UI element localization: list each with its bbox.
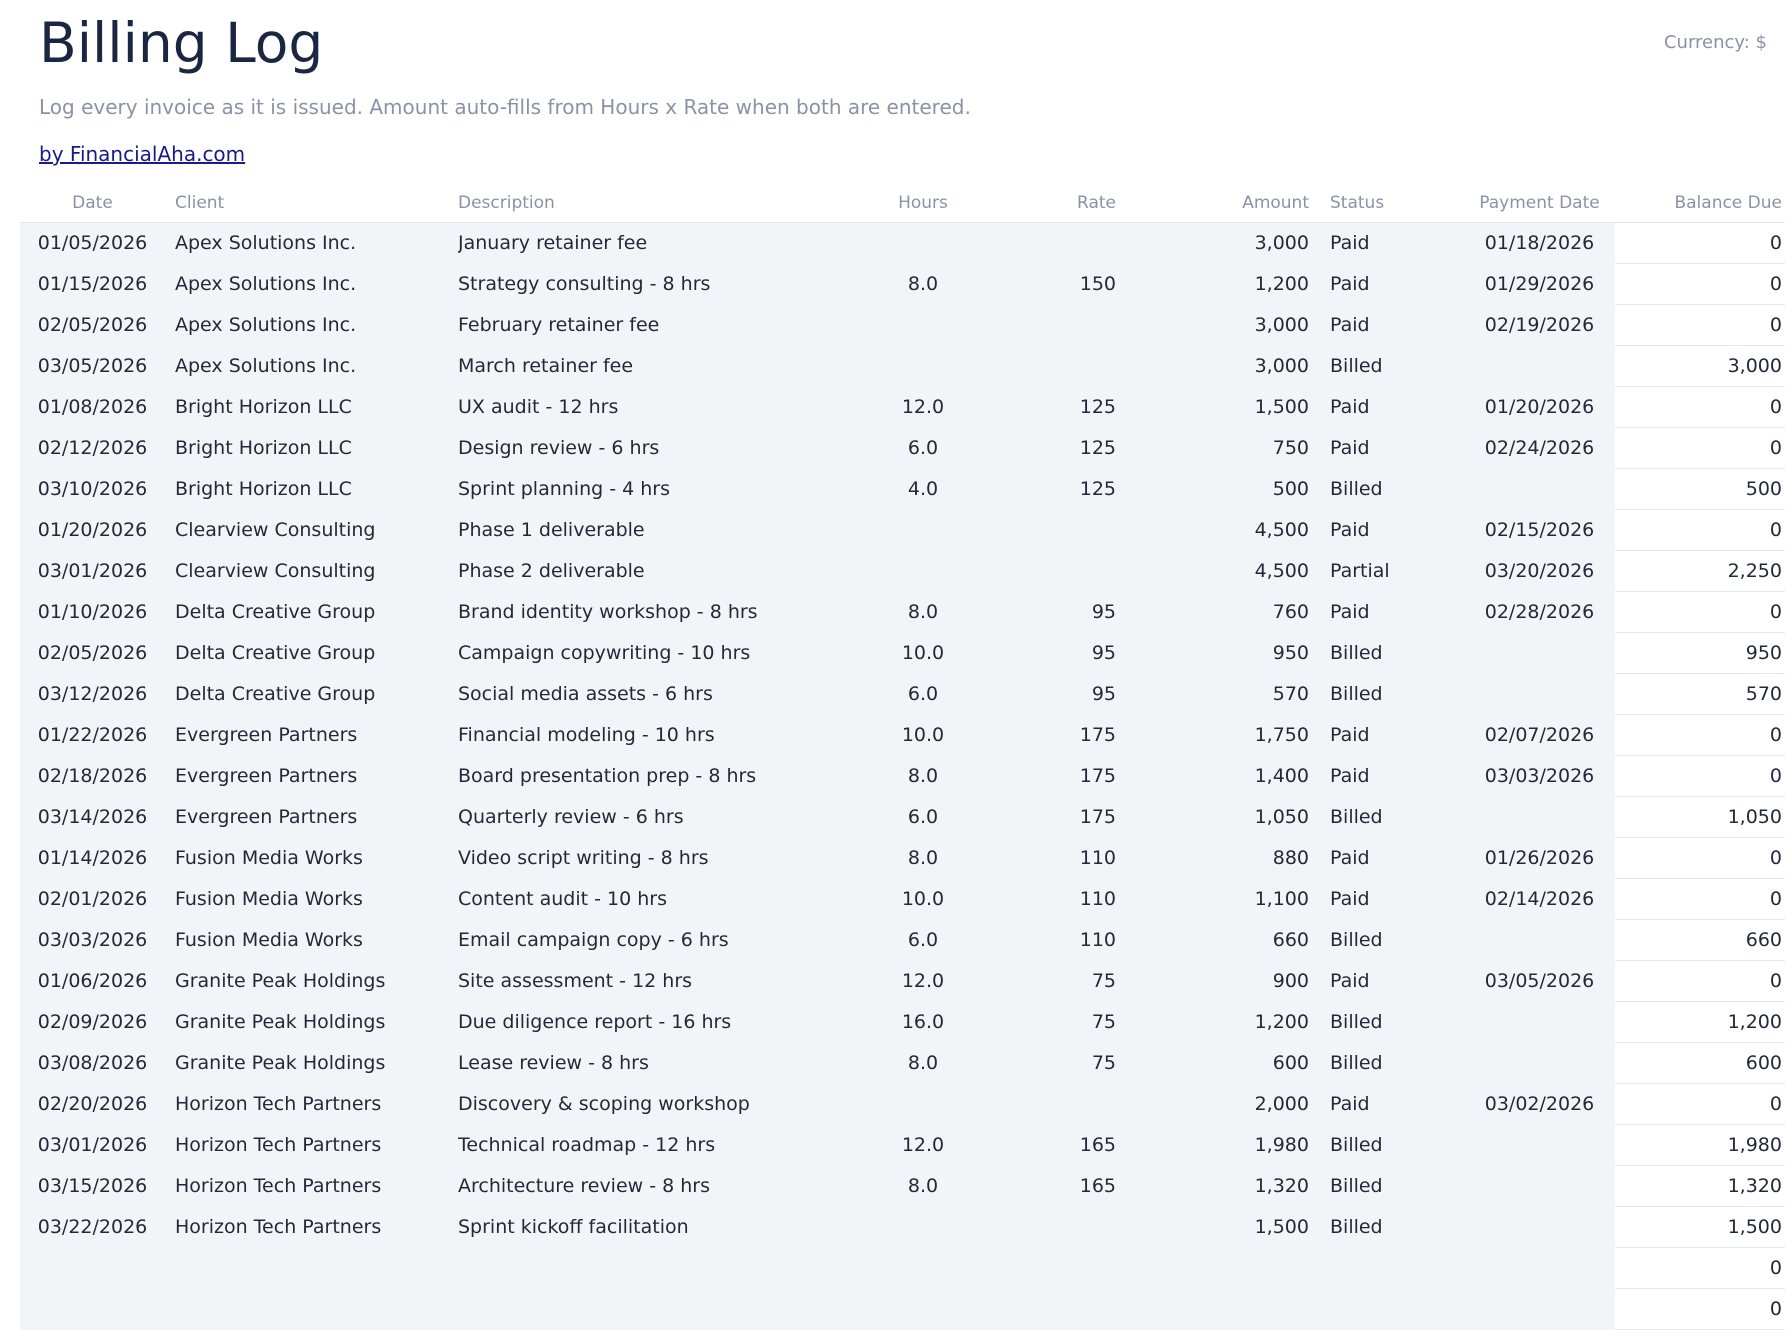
billing-log-table [20, 183, 1785, 1330]
header-client[interactable]: Client [175, 183, 458, 223]
cell-description[interactable]: Site assessment - 12 hrs [458, 961, 868, 1002]
cell-amount[interactable]: 1,400 [1148, 756, 1311, 797]
cell-payment-date[interactable]: 02/07/2026 [1456, 715, 1615, 756]
cell-hours[interactable]: 6.0 [868, 674, 978, 715]
cell-hours[interactable] [868, 1248, 978, 1289]
cell-balance-due: 0 [1615, 1084, 1785, 1125]
cell-payment-date[interactable]: 02/15/2026 [1456, 510, 1615, 551]
table-row [20, 797, 1785, 838]
cell-status[interactable]: Paid [1311, 223, 1456, 264]
cell-status[interactable]: Paid [1311, 264, 1456, 305]
cell-date[interactable]: 03/15/2026 [20, 1166, 175, 1207]
header-description[interactable]: Description [458, 183, 868, 223]
cell-rate[interactable]: 75 [978, 1002, 1148, 1043]
table-body [20, 223, 1785, 1330]
cell-description[interactable]: Strategy consulting - 8 hrs [458, 264, 868, 305]
cell-status[interactable]: Billed [1311, 1002, 1456, 1043]
cell-status[interactable]: Billed [1311, 469, 1456, 510]
cell-amount[interactable]: 760 [1148, 592, 1311, 633]
cell-amount[interactable]: 3,000 [1148, 223, 1311, 264]
cell-date[interactable]: 02/20/2026 [20, 1084, 175, 1125]
cell-balance-due: 0 [1615, 428, 1785, 469]
cell-description[interactable]: February retainer fee [458, 305, 868, 346]
header-date[interactable]: Date [20, 183, 175, 223]
cell-rate[interactable]: 150 [978, 264, 1148, 305]
cell-amount[interactable]: 660 [1148, 920, 1311, 961]
cell-date[interactable]: 03/10/2026 [20, 469, 175, 510]
cell-client[interactable]: Delta Creative Group [175, 633, 458, 674]
cell-amount[interactable]: 880 [1148, 838, 1311, 879]
cell-date[interactable]: 01/22/2026 [20, 715, 175, 756]
header-amount[interactable]: Amount [1148, 183, 1311, 223]
cell-rate[interactable]: 165 [978, 1166, 1148, 1207]
cell-payment-date[interactable] [1456, 797, 1615, 838]
cell-client[interactable]: Evergreen Partners [175, 715, 458, 756]
cell-balance-due: 570 [1615, 674, 1785, 715]
cell-balance-due: 1,980 [1615, 1125, 1785, 1166]
cell-client[interactable] [175, 1248, 458, 1289]
cell-balance-due: 3,000 [1615, 346, 1785, 387]
cell-payment-date[interactable] [1456, 633, 1615, 674]
cell-status[interactable]: Billed [1311, 1166, 1456, 1207]
cell-status[interactable]: Billed [1311, 346, 1456, 387]
cell-balance-due: 1,320 [1615, 1166, 1785, 1207]
cell-date[interactable]: 03/03/2026 [20, 920, 175, 961]
cell-balance-due: 0 [1615, 961, 1785, 1002]
cell-payment-date[interactable]: 03/05/2026 [1456, 961, 1615, 1002]
cell-payment-date[interactable]: 02/24/2026 [1456, 428, 1615, 469]
cell-status[interactable]: Paid [1311, 715, 1456, 756]
cell-balance-due: 1,500 [1615, 1207, 1785, 1248]
cell-description[interactable]: Content audit - 10 hrs [458, 879, 868, 920]
cell-balance-due: 0 [1615, 510, 1785, 551]
cell-description[interactable] [458, 1289, 868, 1330]
cell-hours[interactable]: 6.0 [868, 428, 978, 469]
cell-hours[interactable]: 8.0 [868, 1043, 978, 1084]
cell-hours[interactable]: 8.0 [868, 838, 978, 879]
table-row-empty [20, 1248, 1785, 1289]
cell-date[interactable]: 03/14/2026 [20, 797, 175, 838]
cell-client[interactable]: Fusion Media Works [175, 920, 458, 961]
table-row [20, 264, 1785, 305]
cell-description[interactable]: Video script writing - 8 hrs [458, 838, 868, 879]
cell-date[interactable]: 02/05/2026 [20, 633, 175, 674]
cell-amount[interactable]: 1,980 [1148, 1125, 1311, 1166]
cell-status[interactable]: Paid [1311, 428, 1456, 469]
cell-balance-due: 0 [1615, 387, 1785, 428]
cell-status[interactable]: Paid [1311, 756, 1456, 797]
cell-client[interactable]: Horizon Tech Partners [175, 1207, 458, 1248]
cell-status[interactable]: Paid [1311, 592, 1456, 633]
cell-hours[interactable]: 8.0 [868, 1166, 978, 1207]
header-hours[interactable]: Hours [868, 183, 978, 223]
currency-label: Currency: $ [1663, 32, 1767, 53]
cell-rate[interactable]: 75 [978, 1043, 1148, 1084]
cell-payment-date[interactable]: 02/14/2026 [1456, 879, 1615, 920]
cell-amount[interactable] [1148, 1248, 1311, 1289]
cell-amount[interactable]: 3,000 [1148, 346, 1311, 387]
cell-hours[interactable]: 12.0 [868, 961, 978, 1002]
cell-status[interactable]: Billed [1311, 1043, 1456, 1084]
cell-date[interactable]: 02/12/2026 [20, 428, 175, 469]
cell-description[interactable]: Lease review - 8 hrs [458, 1043, 868, 1084]
cell-hours[interactable]: 4.0 [868, 469, 978, 510]
cell-date[interactable]: 03/12/2026 [20, 674, 175, 715]
cell-date[interactable]: 01/10/2026 [20, 592, 175, 633]
cell-amount[interactable]: 900 [1148, 961, 1311, 1002]
cell-client[interactable]: Fusion Media Works [175, 838, 458, 879]
cell-client[interactable]: Horizon Tech Partners [175, 1084, 458, 1125]
cell-amount[interactable]: 950 [1148, 633, 1311, 674]
cell-rate[interactable]: 110 [978, 838, 1148, 879]
cell-payment-date[interactable] [1456, 1043, 1615, 1084]
cell-description[interactable] [458, 1248, 868, 1289]
cell-client[interactable]: Bright Horizon LLC [175, 387, 458, 428]
cell-status[interactable]: Paid [1311, 1084, 1456, 1125]
header-rate[interactable]: Rate [978, 183, 1148, 223]
cell-status[interactable]: Billed [1311, 1207, 1456, 1248]
cell-status[interactable]: Billed [1311, 633, 1456, 674]
cell-client[interactable]: Clearview Consulting [175, 551, 458, 592]
cell-hours[interactable] [868, 1207, 978, 1248]
cell-rate[interactable]: 110 [978, 920, 1148, 961]
cell-status[interactable]: Paid [1311, 510, 1456, 551]
cell-balance-due: 0 [1615, 715, 1785, 756]
cell-amount[interactable]: 3,000 [1148, 305, 1311, 346]
table-row [20, 346, 1785, 387]
table-row [20, 551, 1785, 592]
cell-description[interactable]: Design review - 6 hrs [458, 428, 868, 469]
table-row [20, 633, 1785, 674]
cell-balance-due: 1,200 [1615, 1002, 1785, 1043]
cell-payment-date[interactable] [1456, 1002, 1615, 1043]
table-row [20, 1207, 1785, 1248]
table-row [20, 428, 1785, 469]
cell-date[interactable]: 02/18/2026 [20, 756, 175, 797]
cell-payment-date[interactable] [1456, 1248, 1615, 1289]
cell-client[interactable]: Delta Creative Group [175, 674, 458, 715]
cell-balance-due: 660 [1615, 920, 1785, 961]
cell-rate[interactable]: 125 [978, 469, 1148, 510]
cell-rate[interactable]: 125 [978, 387, 1148, 428]
cell-date[interactable]: 02/05/2026 [20, 305, 175, 346]
cell-hours[interactable]: 6.0 [868, 797, 978, 838]
cell-balance-due: 0 [1615, 1289, 1785, 1330]
cell-description[interactable]: Board presentation prep - 8 hrs [458, 756, 868, 797]
table-row [20, 305, 1785, 346]
cell-rate[interactable]: 110 [978, 879, 1148, 920]
cell-status[interactable]: Billed [1311, 797, 1456, 838]
cell-balance-due: 500 [1615, 469, 1785, 510]
table-row-empty [20, 1289, 1785, 1330]
cell-payment-date[interactable] [1456, 674, 1615, 715]
cell-payment-date[interactable]: 01/29/2026 [1456, 264, 1615, 305]
cell-client[interactable]: Apex Solutions Inc. [175, 346, 458, 387]
table-row [20, 1166, 1785, 1207]
cell-status[interactable]: Paid [1311, 879, 1456, 920]
cell-payment-date[interactable]: 03/03/2026 [1456, 756, 1615, 797]
cell-date[interactable] [20, 1248, 175, 1289]
cell-amount[interactable]: 2,000 [1148, 1084, 1311, 1125]
cell-rate[interactable] [978, 1207, 1148, 1248]
cell-description[interactable]: Campaign copywriting - 10 hrs [458, 633, 868, 674]
cell-status[interactable]: Partial [1311, 551, 1456, 592]
table-row [20, 510, 1785, 551]
table-row [20, 1084, 1785, 1125]
cell-description[interactable]: Email campaign copy - 6 hrs [458, 920, 868, 961]
cell-description[interactable]: Sprint planning - 4 hrs [458, 469, 868, 510]
cell-amount[interactable]: 4,500 [1148, 551, 1311, 592]
cell-date[interactable]: 01/15/2026 [20, 264, 175, 305]
table-row [20, 387, 1785, 428]
cell-description[interactable]: Quarterly review - 6 hrs [458, 797, 868, 838]
cell-hours[interactable] [868, 551, 978, 592]
cell-amount[interactable]: 1,500 [1148, 1207, 1311, 1248]
cell-date[interactable] [20, 1289, 175, 1330]
cell-client[interactable]: Evergreen Partners [175, 797, 458, 838]
cell-hours[interactable] [868, 1084, 978, 1125]
table-row [20, 469, 1785, 510]
cell-status[interactable]: Paid [1311, 961, 1456, 1002]
table-row [20, 1002, 1785, 1043]
cell-balance-due: 0 [1615, 1248, 1785, 1289]
byline-link[interactable]: by FinancialAha.com [39, 142, 246, 166]
cell-status[interactable] [1311, 1289, 1456, 1330]
cell-status[interactable]: Billed [1311, 920, 1456, 961]
cell-amount[interactable] [1148, 1289, 1311, 1330]
cell-date[interactable]: 03/01/2026 [20, 551, 175, 592]
cell-amount[interactable]: 1,320 [1148, 1166, 1311, 1207]
cell-payment-date[interactable] [1456, 1166, 1615, 1207]
table-row [20, 961, 1785, 1002]
cell-amount[interactable]: 1,100 [1148, 879, 1311, 920]
cell-amount[interactable]: 750 [1148, 428, 1311, 469]
cell-client[interactable]: Bright Horizon LLC [175, 428, 458, 469]
table-row [20, 920, 1785, 961]
cell-date[interactable]: 01/06/2026 [20, 961, 175, 1002]
cell-hours[interactable] [868, 1289, 978, 1330]
cell-hours[interactable] [868, 510, 978, 551]
cell-hours[interactable]: 10.0 [868, 633, 978, 674]
cell-payment-date[interactable] [1456, 1289, 1615, 1330]
header-payment-date[interactable]: Payment Date [1456, 183, 1615, 223]
cell-rate[interactable] [978, 1248, 1148, 1289]
cell-description[interactable]: Sprint kickoff facilitation [458, 1207, 868, 1248]
cell-balance-due: 600 [1615, 1043, 1785, 1084]
cell-payment-date[interactable]: 02/19/2026 [1456, 305, 1615, 346]
cell-amount[interactable]: 4,500 [1148, 510, 1311, 551]
cell-rate[interactable]: 95 [978, 633, 1148, 674]
cell-rate[interactable] [978, 1084, 1148, 1125]
cell-description[interactable]: Social media assets - 6 hrs [458, 674, 868, 715]
cell-hours[interactable]: 12.0 [868, 1125, 978, 1166]
cell-rate[interactable] [978, 346, 1148, 387]
cell-balance-due: 0 [1615, 838, 1785, 879]
table-row [20, 1043, 1785, 1084]
cell-client[interactable]: Clearview Consulting [175, 510, 458, 551]
cell-payment-date[interactable] [1456, 920, 1615, 961]
cell-balance-due: 1,050 [1615, 797, 1785, 838]
cell-balance-due: 2,250 [1615, 551, 1785, 592]
cell-client[interactable]: Fusion Media Works [175, 879, 458, 920]
cell-hours[interactable]: 10.0 [868, 879, 978, 920]
cell-payment-date[interactable]: 01/20/2026 [1456, 387, 1615, 428]
cell-rate[interactable]: 125 [978, 428, 1148, 469]
table-row [20, 879, 1785, 920]
billing-table-container [20, 183, 1785, 1330]
cell-date[interactable]: 01/08/2026 [20, 387, 175, 428]
cell-rate[interactable] [978, 305, 1148, 346]
cell-payment-date[interactable] [1456, 346, 1615, 387]
cell-client[interactable]: Bright Horizon LLC [175, 469, 458, 510]
cell-status[interactable]: Paid [1311, 387, 1456, 428]
cell-payment-date[interactable]: 03/20/2026 [1456, 551, 1615, 592]
cell-amount[interactable]: 1,200 [1148, 264, 1311, 305]
table-row [20, 756, 1785, 797]
cell-balance-due: 0 [1615, 305, 1785, 346]
cell-client[interactable]: Granite Peak Holdings [175, 1043, 458, 1084]
cell-client[interactable]: Apex Solutions Inc. [175, 264, 458, 305]
cell-rate[interactable]: 75 [978, 961, 1148, 1002]
table-row [20, 223, 1785, 264]
cell-description[interactable]: Brand identity workshop - 8 hrs [458, 592, 868, 633]
cell-amount[interactable]: 1,750 [1148, 715, 1311, 756]
cell-payment-date[interactable]: 03/02/2026 [1456, 1084, 1615, 1125]
cell-status[interactable]: Billed [1311, 674, 1456, 715]
cell-rate[interactable]: 165 [978, 1125, 1148, 1166]
cell-status[interactable]: Paid [1311, 305, 1456, 346]
cell-payment-date[interactable] [1456, 469, 1615, 510]
cell-description[interactable]: Discovery & scoping workshop [458, 1084, 868, 1125]
header-balance-due[interactable]: Balance Due [1615, 183, 1785, 223]
table-row [20, 674, 1785, 715]
cell-rate[interactable] [978, 223, 1148, 264]
cell-date[interactable]: 02/01/2026 [20, 879, 175, 920]
cell-amount[interactable]: 570 [1148, 674, 1311, 715]
table-header-row [20, 183, 1785, 223]
cell-balance-due: 0 [1615, 592, 1785, 633]
cell-description[interactable]: Phase 2 deliverable [458, 551, 868, 592]
cell-description[interactable]: UX audit - 12 hrs [458, 387, 868, 428]
cell-client[interactable]: Granite Peak Holdings [175, 1002, 458, 1043]
cell-balance-due: 950 [1615, 633, 1785, 674]
cell-status[interactable]: Paid [1311, 838, 1456, 879]
cell-date[interactable]: 01/14/2026 [20, 838, 175, 879]
cell-payment-date[interactable] [1456, 1125, 1615, 1166]
header-status[interactable]: Status [1311, 183, 1456, 223]
cell-payment-date[interactable]: 02/28/2026 [1456, 592, 1615, 633]
cell-description[interactable]: Financial modeling - 10 hrs [458, 715, 868, 756]
cell-client[interactable]: Horizon Tech Partners [175, 1166, 458, 1207]
table-row [20, 1125, 1785, 1166]
cell-description[interactable]: January retainer fee [458, 223, 868, 264]
cell-hours[interactable]: 6.0 [868, 920, 978, 961]
cell-hours[interactable]: 16.0 [868, 1002, 978, 1043]
cell-rate[interactable] [978, 551, 1148, 592]
cell-rate[interactable]: 95 [978, 592, 1148, 633]
cell-client[interactable] [175, 1289, 458, 1330]
cell-rate[interactable]: 175 [978, 797, 1148, 838]
cell-date[interactable]: 03/22/2026 [20, 1207, 175, 1248]
cell-payment-date[interactable]: 01/26/2026 [1456, 838, 1615, 879]
cell-hours[interactable] [868, 305, 978, 346]
cell-date[interactable]: 03/01/2026 [20, 1125, 175, 1166]
cell-hours[interactable]: 12.0 [868, 387, 978, 428]
cell-amount[interactable]: 1,500 [1148, 387, 1311, 428]
cell-client[interactable]: Apex Solutions Inc. [175, 223, 458, 264]
cell-date[interactable]: 02/09/2026 [20, 1002, 175, 1043]
cell-description[interactable]: Phase 1 deliverable [458, 510, 868, 551]
cell-description[interactable]: Technical roadmap - 12 hrs [458, 1125, 868, 1166]
page-subtitle: Log every invoice as it is issued. Amount auto-fills from Hours x Rate when both are entered. [39, 95, 971, 119]
cell-description[interactable]: Due diligence report - 16 hrs [458, 1002, 868, 1043]
cell-hours[interactable]: 8.0 [868, 592, 978, 633]
cell-balance-due: 0 [1615, 879, 1785, 920]
cell-rate[interactable] [978, 1289, 1148, 1330]
cell-client[interactable]: Evergreen Partners [175, 756, 458, 797]
cell-rate[interactable] [978, 510, 1148, 551]
cell-amount[interactable]: 1,200 [1148, 1002, 1311, 1043]
table-row [20, 715, 1785, 756]
cell-balance-due: 0 [1615, 264, 1785, 305]
cell-client[interactable]: Horizon Tech Partners [175, 1125, 458, 1166]
cell-date[interactable]: 03/08/2026 [20, 1043, 175, 1084]
cell-hours[interactable]: 8.0 [868, 264, 978, 305]
page-title: Billing Log [39, 11, 324, 75]
cell-date[interactable]: 01/05/2026 [20, 223, 175, 264]
cell-rate[interactable]: 95 [978, 674, 1148, 715]
cell-payment-date[interactable] [1456, 1207, 1615, 1248]
cell-client[interactable]: Apex Solutions Inc. [175, 305, 458, 346]
cell-amount[interactable]: 500 [1148, 469, 1311, 510]
table-row [20, 592, 1785, 633]
cell-balance-due: 0 [1615, 756, 1785, 797]
cell-amount[interactable]: 600 [1148, 1043, 1311, 1084]
cell-status[interactable]: Billed [1311, 1125, 1456, 1166]
cell-client[interactable]: Granite Peak Holdings [175, 961, 458, 1002]
cell-hours[interactable] [868, 223, 978, 264]
cell-date[interactable]: 01/20/2026 [20, 510, 175, 551]
cell-status[interactable] [1311, 1248, 1456, 1289]
cell-hours[interactable] [868, 346, 978, 387]
cell-balance-due: 0 [1615, 223, 1785, 264]
cell-client[interactable]: Delta Creative Group [175, 592, 458, 633]
cell-hours[interactable]: 8.0 [868, 756, 978, 797]
cell-description[interactable]: March retainer fee [458, 346, 868, 387]
cell-rate[interactable]: 175 [978, 715, 1148, 756]
cell-date[interactable]: 03/05/2026 [20, 346, 175, 387]
table-row [20, 838, 1785, 879]
cell-description[interactable]: Architecture review - 8 hrs [458, 1166, 868, 1207]
cell-payment-date[interactable]: 01/18/2026 [1456, 223, 1615, 264]
cell-rate[interactable]: 175 [978, 756, 1148, 797]
cell-amount[interactable]: 1,050 [1148, 797, 1311, 838]
cell-hours[interactable]: 10.0 [868, 715, 978, 756]
